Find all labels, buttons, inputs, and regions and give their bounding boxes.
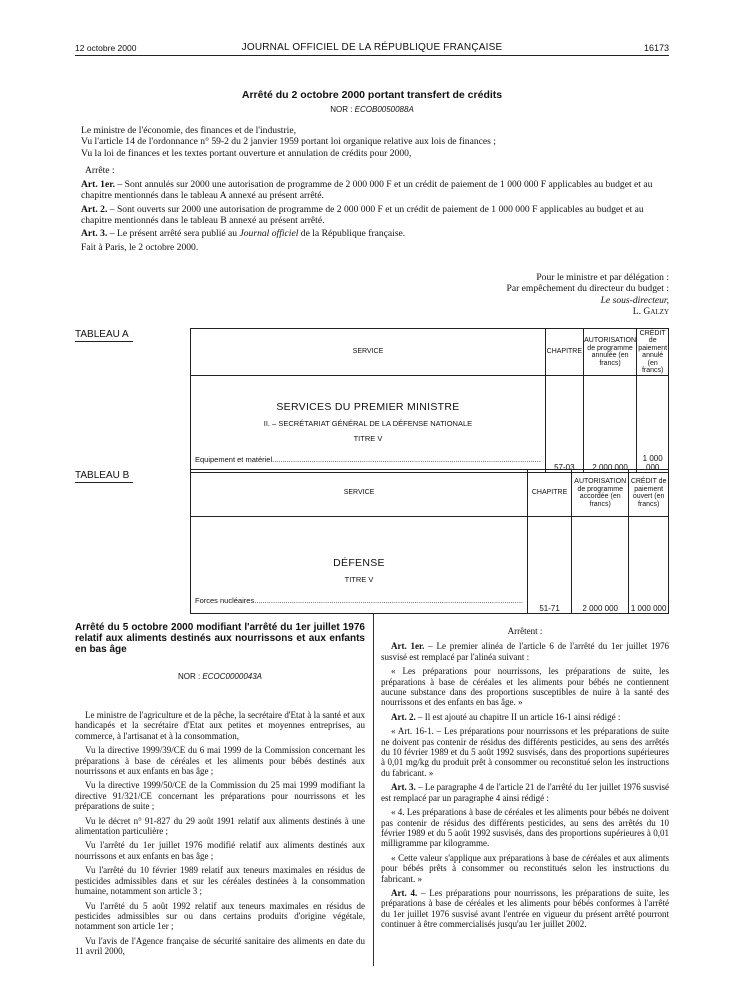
decree2-article-4 xyxy=(381,888,669,930)
signature-line: Pour le ministre et par délégation : xyxy=(536,272,669,283)
article-text: – Les préparations pour nourrissons, les préparations de suite, les préparations à base de céréales et les aliments pour bébés conformes à l'arrêté du 1er juillet 1976 susvisé avant l'entrée en vigueur du présent arrêté pourront continuer à être commercialisés jusqu'au 1er juillet 2002. xyxy=(381,887,669,930)
decree2-left-column xyxy=(75,710,365,961)
col-header-autorisation: AUTORISATION de programme accordée (en francs) xyxy=(572,470,629,517)
decree1-article-3 xyxy=(81,228,669,239)
service-title: SERVICES DU PREMIER MINISTRE xyxy=(276,401,460,413)
decree2-nor xyxy=(75,672,365,681)
signature-line: Le sous-directeur, xyxy=(600,294,669,306)
article-label: Art. 1er. xyxy=(81,179,116,191)
decree2-quote: « Cette valeur s'applique aux préparations à base de céréales et aux aliments pour bébés prêts à consommer ou reconstitués selon les instructions du fabricant. » xyxy=(381,852,669,884)
decree1-visa: Le ministre de l'économie, des finances et de l'industrie, xyxy=(81,125,296,136)
autorisation-cell: 2 000 000 xyxy=(572,517,629,614)
decree2-paragraph: Le ministre de l'agriculture et de la pêche, la secrétaire d'Etat à la santé et aux handicapés et la secrétaire d'Etat aux petites et moyennes entreprises, au commerce, à l'artisanat et à la consommation, xyxy=(75,710,365,741)
article-label: Art. 2. xyxy=(391,711,416,722)
col-header-chapitre: CHAPITRE xyxy=(528,470,572,517)
article-text: – Sont ouverts sur 2000 une autorisation de programme de 2 000 000 F et un crédit de paiement de 1 000 000 F applicables au budget et au chapitre mentionnés dans le tableau B annexé au présent arrêté. xyxy=(81,203,644,227)
article-label: Art. 4. xyxy=(391,887,418,898)
decree1-nor-code: ECOB0050088A xyxy=(354,105,414,114)
header-page-number: 16173 xyxy=(643,43,669,53)
decree2-paragraph: Vu la directive 1999/50/CE de la Commission du 25 mai 1999 modifiant la directive 91/321/CE concernant les préparations pour nourrissons et les préparations de suite ; xyxy=(75,780,365,812)
decree2-right-column xyxy=(381,626,669,934)
signature-line: Par empêchement du directeur du budget : xyxy=(506,283,669,295)
article-text: – Le paragraphe 4 de l'article 21 de l'arrêté du 1er juillet 1976 susvisé est remplacé par un paragraphe 4 ainsi rédigé : xyxy=(381,782,669,803)
tableau-b-label: TABLEAU B xyxy=(75,470,133,483)
article-label: Art. 3. xyxy=(391,782,416,793)
credit-cell: 1 000 000 xyxy=(637,376,669,473)
service-cell xyxy=(191,376,546,473)
col-header-service: SERVICE xyxy=(191,470,528,517)
service-titre: TITRE V xyxy=(344,575,374,584)
decree2-arretent: Arrêtent : xyxy=(507,626,543,636)
article-label: Art. 3. xyxy=(81,228,108,240)
autorisation-cell: 2 000 000 xyxy=(583,376,637,473)
decree2-quote: « 4. Les préparations à base de céréales et les aliments pour bébés ne doivent pas contenir de résidus des différents pesticides, au sens des arrêtés du 10 février 1989 et du 5 août 1992 susvisés, dans des proportions supérieures à 0,01 milligramme par kilogramme. xyxy=(381,807,669,849)
header-journal-title: JOURNAL OFFICIEL DE LA RÉPUBLIQUE FRANÇAISE xyxy=(241,42,503,53)
decree1-visa: Vu la loi de finances et les textes portant ouverture et annulation de crédits pour 2000, xyxy=(81,147,412,159)
col-header-chapitre: CHAPITRE xyxy=(545,329,583,376)
decree1-visa: Vu l'article 14 de l'ordonnance n° 59-2 du 2 janvier 1959 portant loi organique relative aux lois de finances ; xyxy=(81,136,496,148)
decree1-title: Arrêté du 2 octobre 2000 portant transfert de crédits xyxy=(241,89,503,101)
decree2-article-3 xyxy=(381,782,669,803)
signature-name: L. Galzy xyxy=(632,305,669,317)
decree2-paragraph: Vu la directive 1999/39/CE du 6 mai 1999 de la Commission concernant les préparations à base de céréales et les aliments pour bébés destinés aux nourrissons et aux enfants en bas âge ; xyxy=(75,745,365,777)
tableau-a-table xyxy=(190,328,669,473)
header-date: 12 octobre 2000 xyxy=(75,43,137,53)
decree2-article-1 xyxy=(381,641,669,662)
column-separator xyxy=(373,614,374,966)
tableau-b-table xyxy=(190,469,669,614)
decree2-quote: « Art. 16-1. – Les préparations pour nourrissons et les préparations de suite ne doivent pas contenir de résidus des différents pesticides, au sens des arrêtés du 10 février 1989 et du 5 août 1992 susvisés, dans des proportions supérieures à 0,01 mg/kg du produit prêt à consommer ou reconstitué selon les instructions du fabricant. » xyxy=(381,726,669,778)
service-line: Forces nucléaires................................................................................................................................. xyxy=(195,596,524,605)
col-header-credit: CRÉDIT de paiement ouvert (en francs) xyxy=(629,470,669,517)
article-italic: Journal officiel xyxy=(239,228,299,240)
decree2-paragraph: Vu le décret n° 91-827 du 29 août 1991 relatif aux aliments destinés à une alimentation particulière ; xyxy=(75,815,365,837)
article-label: Art. 1er. xyxy=(391,641,425,652)
article-text: – Sont annulés sur 2000 une autorisation de programme de 2 000 000 F et un crédit de paiement de 1 000 000 F applicables au budget et au chapitre mentionnés dans le tableau A annexé au présent arrêté. xyxy=(81,179,653,202)
article-text: de la République française. xyxy=(298,228,406,240)
service-title: DÉFENSE xyxy=(333,557,385,569)
article-text: – Le premier alinéa de l'article 6 de l'arrêté du 1er juillet 1976 susvisé est remplacé par l'alinéa suivant : xyxy=(381,641,669,662)
decree2-article-2 xyxy=(381,712,669,722)
decree2-nor-code: ECOC0000043A xyxy=(202,672,263,681)
service-titre: TITRE V xyxy=(353,434,383,443)
article-text: – Il est ajouté au chapitre II un article 16-1 ainsi rédigé : xyxy=(415,711,621,722)
page-header xyxy=(75,41,669,56)
decree1-done-at: Fait à Paris, le 2 octobre 2000. xyxy=(81,241,199,253)
decree1-article-2 xyxy=(81,204,669,227)
article-text: – Le présent arrêté sera publié au xyxy=(107,228,240,240)
service-cell xyxy=(191,517,528,614)
tableau-a-label: TABLEAU A xyxy=(75,329,133,342)
decree1-body xyxy=(81,125,669,253)
decree2-paragraph: Vu l'arrêté du 10 février 1989 relatif aux teneurs maximales en résidus de pesticides admissibles dans et sur les céréales destinées à la consommation humaine, notamment son article 3 ; xyxy=(75,865,365,897)
col-header-autorisation: AUTORISATION de programme annulée (en francs) xyxy=(583,329,637,376)
chapitre-cell: 57-03 xyxy=(545,376,583,473)
decree2-nor-label: NOR : xyxy=(177,672,203,681)
decree1-arrete: Arrête : xyxy=(85,164,115,176)
decree2-paragraph: Vu l'avis de l'Agence française de sécurité sanitaire des aliments en date du 11 avril 2000, xyxy=(75,935,365,957)
service-subtitle: II. – SECRÉTARIAT GÉNÉRAL DE LA DÉFENSE NATIONALE xyxy=(263,419,473,428)
decree1-nor-label: NOR : xyxy=(330,105,355,114)
decree1-article-1 xyxy=(81,179,669,202)
decree2-title: Arrêté du 5 octobre 2000 modifiant l'arrêté du 1er juillet 1976 relatif aux aliments destinés aux nourrissons et aux enfants en bas âge xyxy=(75,622,365,655)
decree1-signature xyxy=(440,272,669,317)
decree1-nor xyxy=(75,105,669,114)
decree2-paragraph: Vu l'arrêté du 1er juillet 1976 modifié relatif aux aliments destinés aux nourrissons et aux enfants en bas âge ; xyxy=(75,840,365,861)
col-header-service: SERVICE xyxy=(191,329,546,376)
article-label: Art. 2. xyxy=(81,203,108,215)
col-header-credit: CRÉDIT de paiement annulé (en francs) xyxy=(638,329,668,374)
decree2-paragraph: Vu l'arrêté du 5 août 1992 relatif aux teneurs maximales en résidus de pesticides admissibles sur ou dans certains produits d'origine végétale, notamment son article 1er ; xyxy=(75,900,365,932)
chapitre-cell: 51-71 xyxy=(528,517,572,614)
service-line: Equipement et matériel................................................................................................................................. xyxy=(195,455,541,464)
credit-cell: 1 000 000 xyxy=(629,517,669,614)
decree2-quote: « Les préparations pour nourrissons, les préparations de suite, les préparations à base de céréales et les aliments pour bébés ne contiennent aucune substance dans des proportions susceptibles de nuire à la santé des nourrissons et des enfants en bas âge. » xyxy=(381,666,669,708)
